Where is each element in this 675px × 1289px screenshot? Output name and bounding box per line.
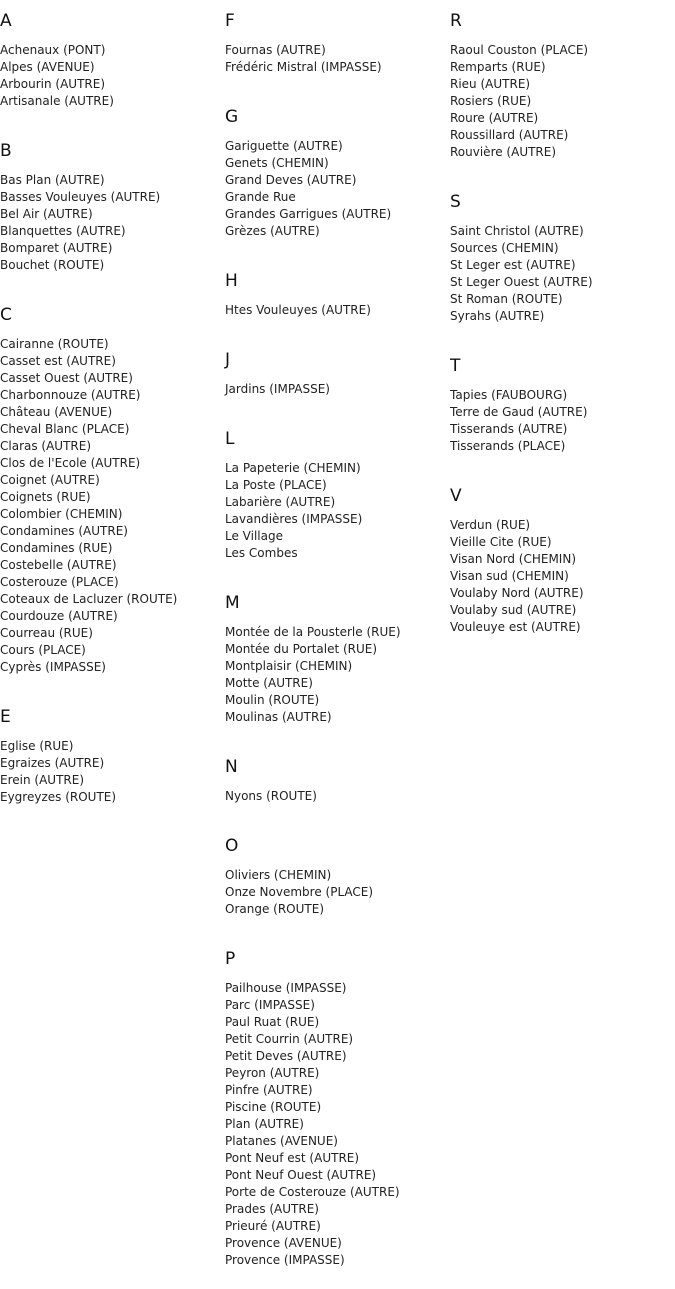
street-link[interactable]: Htes Vouleuyes (AUTRE) <box>225 303 371 317</box>
letter-group-v <box>450 475 675 636</box>
letter-heading: C <box>0 305 12 325</box>
street-link[interactable]: Cairanne (ROUTE) <box>0 337 109 351</box>
street-list <box>225 381 450 398</box>
street-link[interactable]: Frédéric Mistral (IMPASSE) <box>225 60 382 74</box>
street-link[interactable]: Onze Novembre (PLACE) <box>225 885 374 899</box>
letter-group-t <box>450 345 675 455</box>
street-link[interactable]: Cyprès (IMPASSE) <box>0 660 106 674</box>
street-link[interactable]: Provence (IMPASSE) <box>225 1253 345 1267</box>
street-link[interactable]: La Poste (PLACE) <box>225 478 327 492</box>
street-link[interactable]: Coignets (RUE) <box>0 490 91 504</box>
street-link[interactable]: Bel Air (AUTRE) <box>0 207 93 221</box>
street-link[interactable]: Egraizes (AUTRE) <box>0 756 105 770</box>
letter-heading: J <box>225 350 231 370</box>
street-link[interactable]: Plan (AUTRE) <box>225 1117 304 1131</box>
street-link[interactable]: Fournas (AUTRE) <box>225 43 326 57</box>
street-link[interactable]: Grande Rue <box>225 190 296 204</box>
letter-heading: F <box>225 11 235 31</box>
street-link[interactable]: Orange (ROUTE) <box>225 902 324 916</box>
street-link[interactable]: Jardins (IMPASSE) <box>225 382 330 396</box>
street-link[interactable]: Gariguette (AUTRE) <box>225 139 343 153</box>
street-link[interactable]: Syrahs (AUTRE) <box>450 309 545 323</box>
street-link[interactable]: Raoul Couston (PLACE) <box>450 43 589 57</box>
street-link[interactable]: Courdouze (AUTRE) <box>0 609 118 623</box>
letter-heading: M <box>225 593 240 613</box>
street-link[interactable]: Basses Vouleuyes (AUTRE) <box>0 190 161 204</box>
street-list <box>450 42 675 161</box>
street-list <box>225 980 450 1269</box>
street-link[interactable]: Costebelle (AUTRE) <box>0 558 117 572</box>
letter-group-o <box>225 825 450 918</box>
letter-heading: S <box>450 192 461 212</box>
street-link[interactable]: Montée de la Pousterle (RUE) <box>225 625 401 639</box>
street-link[interactable]: Pont Neuf est (AUTRE) <box>225 1151 360 1165</box>
letter-group-r <box>450 0 675 161</box>
street-link[interactable]: Eygreyzes (ROUTE) <box>0 790 117 804</box>
street-link[interactable]: St Leger est (AUTRE) <box>450 258 576 272</box>
street-link[interactable]: Les Combes <box>225 546 298 560</box>
street-link[interactable]: Porte de Costerouze (AUTRE) <box>225 1185 400 1199</box>
street-link[interactable]: Clos de l'Ecole (AUTRE) <box>0 456 141 470</box>
street-link[interactable]: Voulaby Nord (AUTRE) <box>450 586 584 600</box>
street-link[interactable]: Nyons (ROUTE) <box>225 789 317 803</box>
street-link[interactable]: Pailhouse (IMPASSE) <box>225 981 347 995</box>
street-link[interactable]: Rosiers (RUE) <box>450 94 532 108</box>
street-link[interactable]: Tisserands (PLACE) <box>450 439 566 453</box>
letter-heading: L <box>225 429 235 449</box>
street-link[interactable]: St Roman (ROUTE) <box>450 292 563 306</box>
street-link[interactable]: Grèzes (AUTRE) <box>225 224 320 238</box>
street-link[interactable]: Artisanale (AUTRE) <box>0 94 114 108</box>
street-list <box>225 788 450 805</box>
street-link[interactable]: Vieille Cite (RUE) <box>450 535 552 549</box>
street-link[interactable]: Claras (AUTRE) <box>0 439 92 453</box>
street-list <box>225 624 450 726</box>
street-link[interactable]: Remparts (RUE) <box>450 60 546 74</box>
letter-heading: B <box>0 141 12 161</box>
letter-group-n <box>225 746 450 805</box>
street-link[interactable]: Colombier (CHEMIN) <box>0 507 123 521</box>
street-link[interactable]: Montée du Portalet (RUE) <box>225 642 378 656</box>
street-link[interactable]: Labarière (AUTRE) <box>225 495 336 509</box>
street-link[interactable]: Grand Deves (AUTRE) <box>225 173 357 187</box>
street-link[interactable]: Verdun (RUE) <box>450 518 531 532</box>
street-link[interactable]: Roussillard (AUTRE) <box>450 128 569 142</box>
street-link[interactable]: Alpes (AVENUE) <box>0 60 95 74</box>
street-link[interactable]: Arbourin (AUTRE) <box>0 77 105 91</box>
street-link[interactable]: Charbonnouze (AUTRE) <box>0 388 141 402</box>
street-link[interactable]: Rouvière (AUTRE) <box>450 145 557 159</box>
letter-group-s <box>450 181 675 325</box>
street-link[interactable]: Tapies (FAUBOURG) <box>450 388 568 402</box>
letter-group-j <box>225 339 450 398</box>
street-link[interactable]: Blanquettes (AUTRE) <box>0 224 126 238</box>
street-link[interactable]: Motte (AUTRE) <box>225 676 313 690</box>
street-link[interactable]: Bouchet (ROUTE) <box>0 258 105 272</box>
street-link[interactable]: Lavandières (IMPASSE) <box>225 512 363 526</box>
letter-heading: P <box>225 949 236 969</box>
street-link[interactable]: Vouleuye est (AUTRE) <box>450 620 581 634</box>
street-link[interactable]: Château (AVENUE) <box>0 405 113 419</box>
street-link[interactable]: Platanes (AVENUE) <box>225 1134 338 1148</box>
street-link[interactable]: Moulinas (AUTRE) <box>225 710 332 724</box>
street-link[interactable]: Tisserands (AUTRE) <box>450 422 568 436</box>
street-link[interactable]: Petit Deves (AUTRE) <box>225 1049 347 1063</box>
street-link[interactable]: Roure (AUTRE) <box>450 111 539 125</box>
street-link[interactable]: Petit Courrin (AUTRE) <box>225 1032 354 1046</box>
letter-group-m <box>225 582 450 726</box>
street-link[interactable]: Sources (CHEMIN) <box>450 241 559 255</box>
street-link[interactable]: Provence (AVENUE) <box>225 1236 342 1250</box>
street-link[interactable]: Courreau (RUE) <box>0 626 93 640</box>
street-list <box>0 336 225 676</box>
street-link[interactable]: Cheval Blanc (PLACE) <box>0 422 130 436</box>
letter-group-l <box>225 418 450 562</box>
street-link[interactable]: Condamines (RUE) <box>0 541 113 555</box>
letter-heading: V <box>450 486 462 506</box>
street-list <box>225 867 450 918</box>
letter-group-c <box>0 294 225 676</box>
street-link[interactable]: Piscine (ROUTE) <box>225 1100 322 1114</box>
street-list <box>225 302 450 319</box>
letter-heading: T <box>450 356 461 376</box>
letter-heading: R <box>450 11 462 31</box>
street-link[interactable]: Casset est (AUTRE) <box>0 354 116 368</box>
street-link[interactable]: Parc (IMPASSE) <box>225 998 315 1012</box>
street-link[interactable]: Grandes Garrigues (AUTRE) <box>225 207 392 221</box>
street-link[interactable]: Voulaby sud (AUTRE) <box>450 603 577 617</box>
street-link[interactable]: Genets (CHEMIN) <box>225 156 329 170</box>
street-list <box>225 138 450 240</box>
street-link[interactable]: Cours (PLACE) <box>0 643 86 657</box>
street-list <box>450 517 675 636</box>
letter-heading: A <box>0 11 12 31</box>
street-link[interactable]: Coteaux de Lacluzer (ROUTE) <box>0 592 178 606</box>
street-list <box>0 172 225 274</box>
street-list <box>225 460 450 562</box>
letter-heading: O <box>225 836 239 856</box>
street-link[interactable]: Costerouze (PLACE) <box>0 575 119 589</box>
letter-group-h <box>225 260 450 319</box>
street-link[interactable]: Visan sud (CHEMIN) <box>450 569 569 583</box>
street-link[interactable]: Condamines (AUTRE) <box>0 524 128 538</box>
street-link[interactable]: La Papeterie (CHEMIN) <box>225 461 361 475</box>
street-link[interactable]: Terre de Gaud (AUTRE) <box>450 405 588 419</box>
letter-group-a <box>0 0 225 110</box>
street-link[interactable]: Oliviers (CHEMIN) <box>225 868 332 882</box>
street-link[interactable]: St Leger Ouest (AUTRE) <box>450 275 593 289</box>
street-list <box>0 42 225 110</box>
street-list <box>0 738 225 806</box>
street-link[interactable]: Peyron (AUTRE) <box>225 1066 320 1080</box>
street-link[interactable]: Pinfre (AUTRE) <box>225 1083 313 1097</box>
street-link[interactable]: Paul Ruat (RUE) <box>225 1015 320 1029</box>
street-link[interactable]: Pont Neuf Ouest (AUTRE) <box>225 1168 377 1182</box>
street-index-column-3 <box>450 0 675 656</box>
street-link[interactable]: Prieuré (AUTRE) <box>225 1219 321 1233</box>
street-link[interactable]: Coignet (AUTRE) <box>0 473 100 487</box>
street-link[interactable]: Casset Ouest (AUTRE) <box>0 371 133 385</box>
letter-group-g <box>225 96 450 240</box>
letter-group-p <box>225 938 450 1269</box>
street-link[interactable]: Saint Christol (AUTRE) <box>450 224 584 238</box>
street-link[interactable]: Rieu (AUTRE) <box>450 77 531 91</box>
street-link[interactable]: Prades (AUTRE) <box>225 1202 319 1216</box>
street-link[interactable]: Moulin (ROUTE) <box>225 693 320 707</box>
street-index-column-2 <box>225 0 450 1289</box>
street-list <box>450 387 675 455</box>
street-list <box>225 42 450 76</box>
street-link[interactable]: Erein (AUTRE) <box>0 773 84 787</box>
letter-heading: N <box>225 757 238 777</box>
letter-heading: H <box>225 271 238 291</box>
street-link[interactable]: Bomparet (AUTRE) <box>0 241 113 255</box>
street-link[interactable]: Le Village <box>225 529 283 543</box>
street-link[interactable]: Visan Nord (CHEMIN) <box>450 552 576 566</box>
street-link[interactable]: Montplaisir (CHEMIN) <box>225 659 353 673</box>
letter-group-e <box>0 696 225 806</box>
street-link[interactable]: Achenaux (PONT) <box>0 43 106 57</box>
letter-group-f <box>225 0 450 76</box>
street-index-column-1 <box>0 0 225 826</box>
letter-group-b <box>0 130 225 274</box>
street-list <box>450 223 675 325</box>
letter-heading: E <box>0 707 11 727</box>
street-link[interactable]: Bas Plan (AUTRE) <box>0 173 105 187</box>
letter-heading: G <box>225 107 239 127</box>
street-link[interactable]: Eglise (RUE) <box>0 739 74 753</box>
